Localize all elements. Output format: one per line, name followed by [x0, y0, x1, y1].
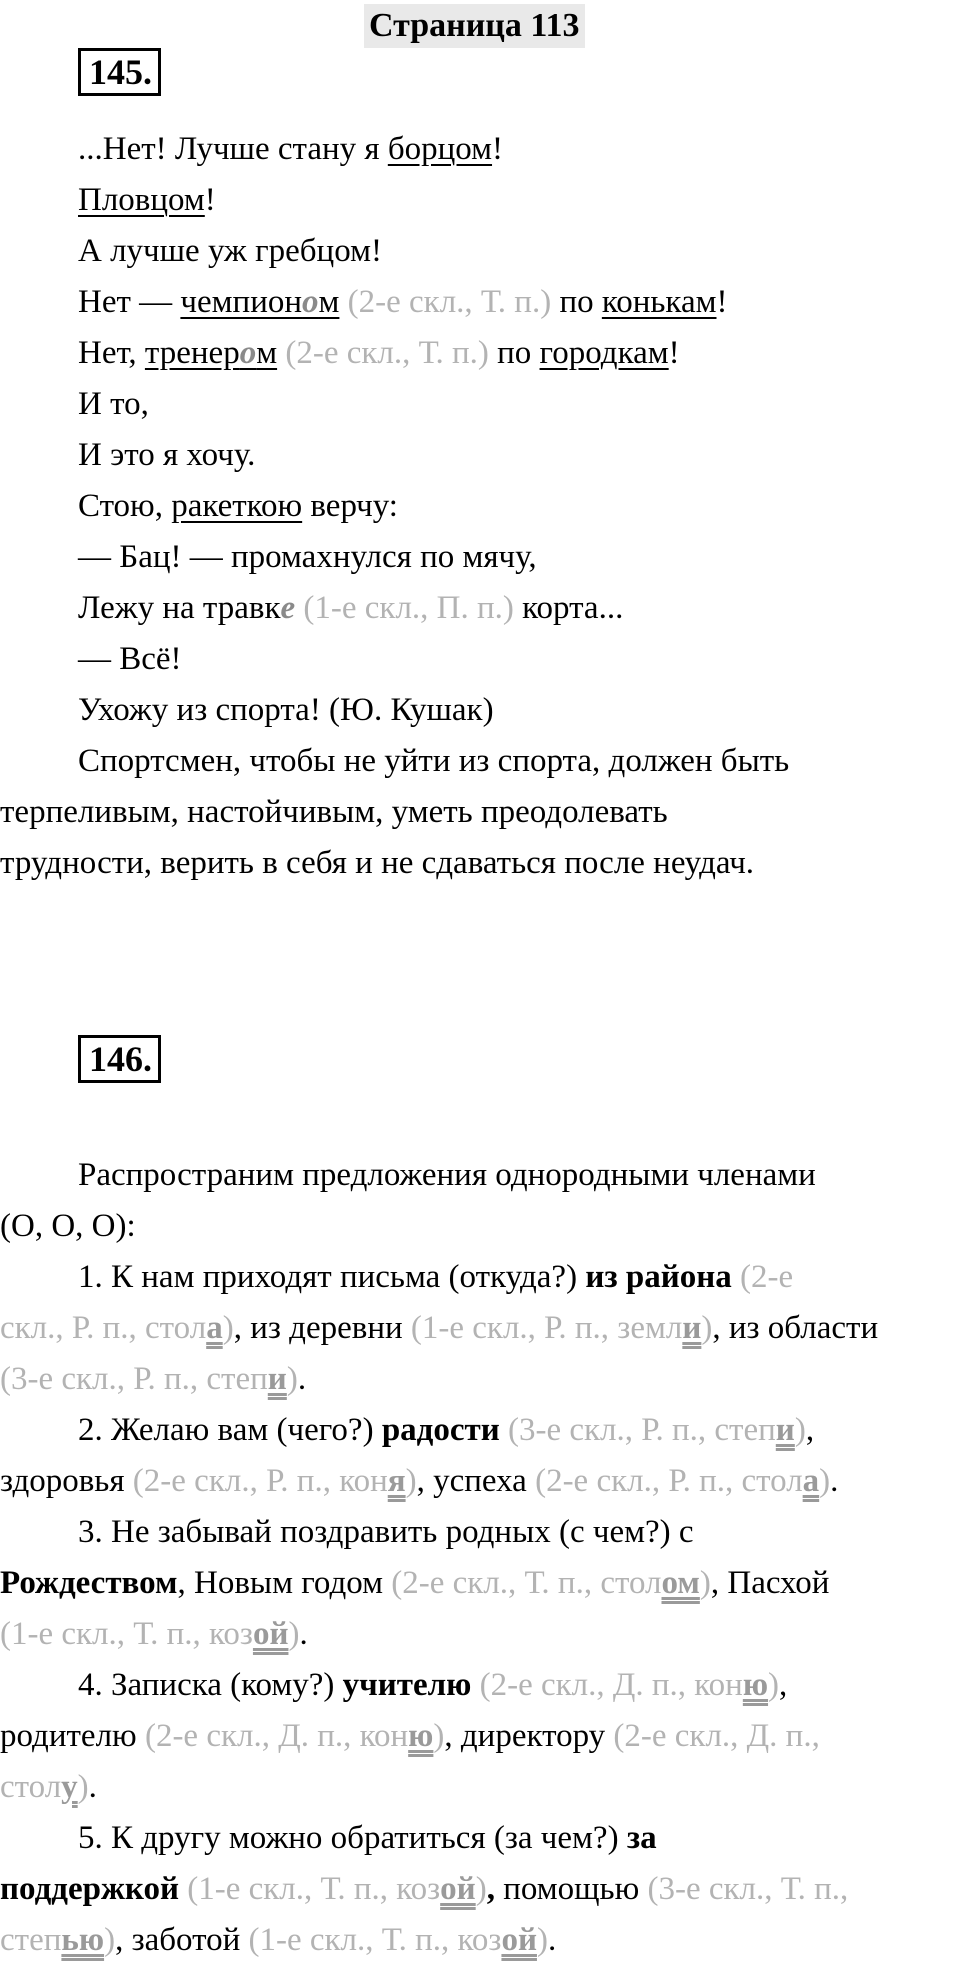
text: , директору [444, 1718, 614, 1754]
sentence-line [0, 1915, 960, 1966]
underlined-word: Пловцом [78, 182, 205, 218]
ending: ю [408, 1718, 434, 1754]
underlined-word [145, 335, 277, 371]
sentence-line [0, 1405, 960, 1456]
sentence-line [0, 1711, 960, 1762]
grammar-note: (2-е скл., Д. п., кон [144, 1718, 409, 1754]
text: . [547, 1922, 557, 1958]
grammar-note: (2-е скл., Т. п.) [277, 335, 489, 371]
ending: и [775, 1412, 795, 1448]
text: по [551, 284, 602, 320]
sentence-line [0, 1303, 960, 1354]
text: . [88, 1769, 97, 1805]
grammar-note: (2-е скл., Т. п., стол [391, 1565, 662, 1601]
text: , заботой [115, 1922, 249, 1958]
text: помощью [494, 1871, 648, 1907]
bold-phrase: из района [585, 1259, 732, 1295]
text: Лежу на травк [78, 590, 281, 626]
intro-line: Распространим предложения однородными членами [78, 1157, 816, 1193]
text: , Новым годом [177, 1565, 392, 1601]
ending-vowel: е [280, 590, 296, 626]
text: . [297, 1361, 307, 1397]
ending: ой [252, 1616, 289, 1652]
sentence-line [0, 1660, 960, 1711]
grammar-note: ) [819, 1463, 831, 1499]
text: родителю [0, 1718, 145, 1754]
grammar-note: (1-е скл., Р. п., земл [410, 1310, 683, 1346]
grammar-note: ) [768, 1667, 780, 1703]
underlined-word: конькам [601, 284, 717, 320]
grammar-note: (2-е [731, 1259, 794, 1295]
ending: и [267, 1361, 287, 1397]
grammar-note: ) [288, 1616, 300, 1652]
bold-phrase: Рождеством [0, 1565, 178, 1601]
grammar-note: (2-е скл., Д. п., кон [471, 1667, 743, 1703]
paragraph-line: терпеливым, настойчивым, уметь преодолевать [0, 794, 668, 830]
text: здоровья [0, 1463, 133, 1499]
text: , Пасхой [710, 1565, 830, 1601]
exercise-145-poem [0, 124, 960, 889]
ending: а [206, 1310, 223, 1346]
text: , из области [712, 1310, 879, 1346]
underlined-word: городкам [539, 335, 669, 371]
sentence-line [0, 1558, 960, 1609]
grammar-note: (3-е скл., Р. п., степ [499, 1412, 776, 1448]
grammar-note: ) [405, 1463, 417, 1499]
ending-vowel: о [239, 335, 257, 371]
grammar-note: (1-е скл., Т. п., коз [0, 1616, 253, 1652]
text: ! [668, 335, 680, 371]
sentence-line [0, 1609, 960, 1660]
text: 1. К нам приходят письма (откуда?) [78, 1259, 586, 1295]
ending: ой [501, 1922, 537, 1958]
poem-line [0, 583, 960, 634]
ending: ой [440, 1871, 476, 1907]
poem-line: И это я хочу. [78, 437, 256, 473]
grammar-note: ) [475, 1871, 487, 1907]
grammar-note: степ [0, 1922, 62, 1958]
grammar-note: ) [104, 1922, 116, 1958]
text: корта... [513, 590, 624, 626]
sentence-line [0, 1252, 960, 1303]
poem-line: — Бац! — промахнулся по мячу, [78, 539, 537, 575]
underlined-word: борцом [387, 131, 493, 167]
poem-line: А лучше уж гребцом! [78, 233, 382, 269]
grammar-note: ) [222, 1310, 234, 1346]
text: Нет, [78, 335, 145, 371]
bold-phrase: радости [381, 1412, 500, 1448]
text: , [486, 1871, 495, 1907]
text: . [830, 1463, 839, 1499]
poem-line: И то, [78, 386, 149, 422]
grammar-note: (2-е скл., Т. п.) [339, 284, 552, 320]
text: ...Нет! Лучше стану я [78, 131, 388, 167]
grammar-note: (2-е скл., Р. п., кон [132, 1463, 388, 1499]
grammar-note: ) [701, 1310, 713, 1346]
text: по [488, 335, 540, 371]
sentence-line: 3. Не забывай поздравить родных (с чем?) с [78, 1514, 694, 1550]
exercise-number-146: 146. [78, 1035, 161, 1083]
grammar-note: (3-е скл., Р. п., степ [0, 1361, 268, 1397]
text: 4. Записка (кому?) [78, 1667, 343, 1703]
text: . [299, 1616, 308, 1652]
sentence-line [0, 1354, 960, 1405]
poem-line: — Всё! [78, 641, 182, 677]
grammar-note: ) [699, 1565, 711, 1601]
grammar-note: ) [536, 1922, 548, 1958]
poem-line [0, 277, 960, 328]
word-stem: чемпион [180, 284, 303, 320]
grammar-note: скл., Р. п., стол [0, 1310, 207, 1346]
underlined-word [180, 284, 339, 320]
ending: а [802, 1463, 820, 1499]
bold-phrase: за [626, 1820, 657, 1856]
ending-vowel: о [302, 284, 319, 320]
poem-line: Ухожу из спорта! (Ю. Кушак) [78, 692, 494, 728]
text: верчу: [302, 488, 398, 524]
ending: ю [742, 1667, 769, 1703]
grammar-note: ) [286, 1361, 298, 1397]
word-stem: тренер [144, 335, 240, 371]
poem-line [0, 124, 960, 175]
grammar-note: ) [794, 1412, 806, 1448]
grammar-note: (2-е скл., Д. п., [613, 1718, 820, 1754]
paragraph-line: трудности, верить в себя и не сдаваться после неудач. [0, 845, 755, 881]
ending: и [682, 1310, 702, 1346]
text: ! [204, 182, 216, 218]
text: 2. Желаю вам (чего?) [78, 1412, 382, 1448]
text: , [805, 1412, 815, 1448]
text: ! [492, 131, 504, 167]
grammar-note: (1-е скл., Т. п., коз [248, 1922, 502, 1958]
underlined-word: ракеткою [171, 488, 303, 524]
sentence-line [0, 1762, 960, 1813]
exercise-146-body [0, 1150, 960, 1966]
page-title: Страница 113 [364, 4, 585, 48]
grammar-note: стол [0, 1769, 62, 1805]
text: , [779, 1667, 788, 1703]
intro-line: (О, О, О): [0, 1208, 136, 1244]
poem-line [0, 328, 960, 379]
grammar-note: (1-е скл., П. п.) [295, 590, 514, 626]
sentence-line [0, 1864, 960, 1915]
text: Стою, [78, 488, 172, 524]
word-ending: м [318, 284, 340, 320]
ending: ью [61, 1922, 105, 1958]
ending: у [61, 1769, 78, 1805]
text: , успеха [416, 1463, 536, 1499]
text: , из деревни [233, 1310, 411, 1346]
word-ending: м [256, 335, 278, 371]
grammar-note: (1-е скл., Т. п., коз [178, 1871, 441, 1907]
ending: я [387, 1463, 406, 1499]
grammar-note: ) [77, 1769, 89, 1805]
bold-phrase: поддержкой [0, 1871, 179, 1907]
sentence-line [0, 1456, 960, 1507]
text: Нет — [78, 284, 181, 320]
sentence-line [0, 1813, 960, 1864]
grammar-note: (3-е скл., Т. п., [647, 1871, 849, 1907]
bold-phrase: учителю [342, 1667, 472, 1703]
text: 5. К другу можно обратиться (за чем?) [78, 1820, 627, 1856]
poem-line [0, 175, 960, 226]
ending: ом [661, 1565, 700, 1601]
grammar-note: (2-е скл., Р. п., стол [535, 1463, 803, 1499]
exercise-number-145: 145. [78, 48, 161, 96]
paragraph-line: Спортсмен, чтобы не уйти из спорта, должен быть [78, 743, 790, 779]
grammar-note: ) [433, 1718, 445, 1754]
text: ! [716, 284, 728, 320]
poem-line [0, 481, 960, 532]
